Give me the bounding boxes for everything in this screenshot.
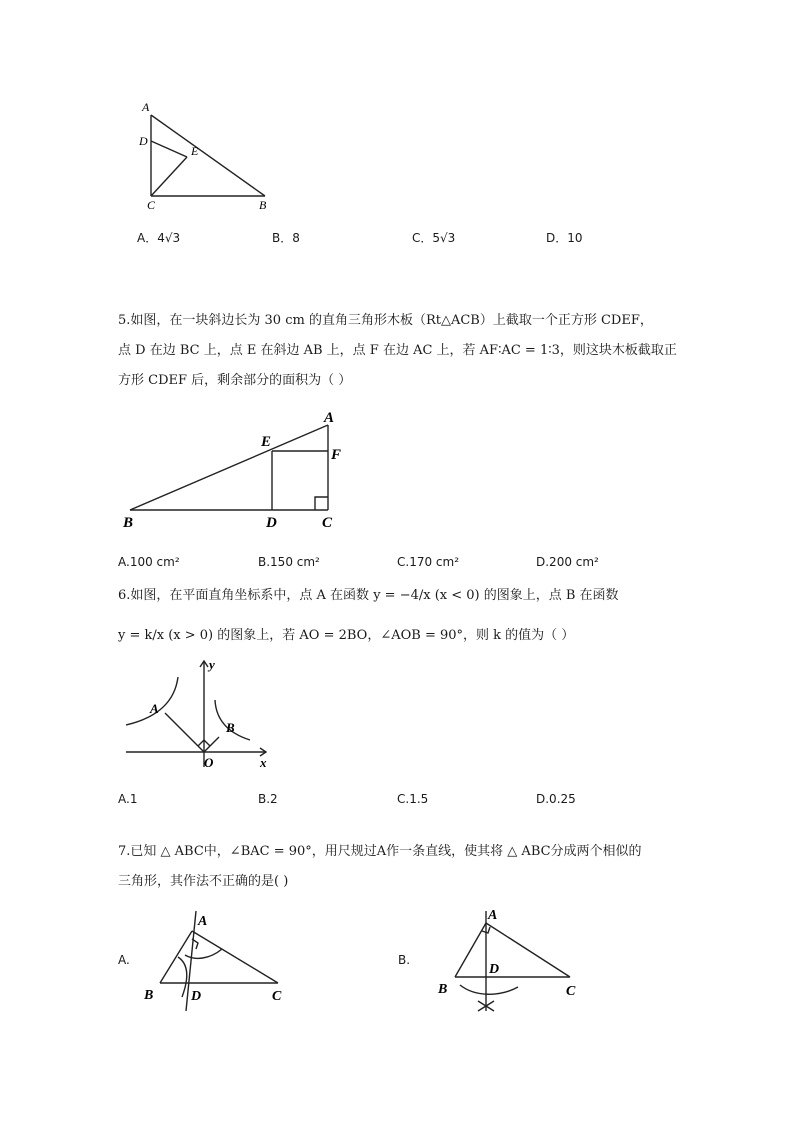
q4-label-D: D <box>139 134 148 148</box>
q7a-label-D: D <box>191 989 202 1004</box>
q4-segment-CE <box>151 157 187 196</box>
q7b-label-A: A <box>488 908 498 923</box>
q5-label-F: F <box>331 447 342 463</box>
q6-segment-OB <box>204 737 219 752</box>
q4-label-E: E <box>191 144 199 158</box>
q4-label-C: C <box>147 198 156 212</box>
q6-figure <box>120 655 280 775</box>
q5-figure <box>118 405 358 535</box>
q5-label-C: C <box>322 515 333 531</box>
q5-option-b: B.150 cm² <box>258 555 320 569</box>
q4-label-A: A <box>142 100 150 114</box>
q6-text-line1: 6.如图，在平面直角坐标系中，点 A 在函数 y = −4/x (x < 0) 的图象上，点 B 在函数 <box>118 588 619 603</box>
q4-option-d: D．10 <box>546 231 583 245</box>
q7-fig-a-label: A. <box>118 953 130 967</box>
q7-figure-b <box>430 905 590 1015</box>
q4-segment-DE <box>151 141 187 157</box>
q4-option-c: C．5√3 <box>412 231 456 245</box>
q6-option-b: B.2 <box>258 792 278 806</box>
q5-option-a: A.100 cm² <box>118 555 180 569</box>
q4-side-AB <box>151 115 265 196</box>
q7b-side-AB <box>455 923 486 977</box>
q5-text-line3: 方形 CDEF 后，剩余部分的面积为（ ） <box>118 373 352 388</box>
q6-option-a: A.1 <box>118 792 138 806</box>
q7-figure-a <box>140 905 300 1015</box>
q6-option-c: C.1.5 <box>397 792 429 806</box>
q5-side-AB <box>130 425 328 510</box>
q7a-label-C: C <box>272 989 282 1004</box>
q7a-arc-top <box>185 949 222 958</box>
q6-option-d: D.0.25 <box>536 792 576 806</box>
q7b-label-B: B <box>438 982 448 997</box>
q5-text-line2: 点 D 在边 BC 上，点 E 在斜边 AB 上，点 F 在边 AC 上，若 AF∶AC = 1∶3，则这块木板截取正 <box>118 343 677 358</box>
q4-figure <box>130 95 290 220</box>
q6-label-B: B <box>226 720 235 735</box>
q7a-label-A: A <box>198 914 208 929</box>
q5-label-B: B <box>123 515 134 531</box>
q4-label-B: B <box>259 198 267 212</box>
q7-fig-b-label: B. <box>398 953 411 967</box>
q6-label-y: y <box>209 657 215 672</box>
q6-text-line2: y = k/x (x > 0) 的图象上，若 AO = 2BO，∠AOB = 90°，则 k 的值为（ ） <box>118 628 575 643</box>
q5-right-angle-mark <box>315 497 328 510</box>
q5-label-E: E <box>261 434 272 450</box>
q5-label-A: A <box>324 410 335 426</box>
q5-option-c: C.170 cm² <box>397 555 460 569</box>
q7b-label-D: D <box>489 962 500 977</box>
q7-text-line2: 三角形，其作法不正确的是( ) <box>118 874 289 889</box>
q6-segment-OA <box>165 713 204 752</box>
q7-text-line1: 7.已知 △ ABC中，∠BAC = 90°，用尺规过A作一条直线，使其将 △ ABC分成两个相似的 <box>118 844 642 859</box>
q5-label-D: D <box>266 515 277 531</box>
q6-label-x: x <box>260 755 267 770</box>
q4-option-a: A．4√3 <box>137 231 181 245</box>
q7a-arc-left <box>178 957 187 997</box>
q7b-arc-bottom <box>460 985 518 994</box>
q6-label-O: O <box>204 755 214 770</box>
q5-text-line1: 5.如图，在一块斜边长为 30 cm 的直角三角形木板（Rt△ACB）上截取一个正方形 CDEF， <box>118 313 653 328</box>
q6-label-A: A <box>150 701 159 716</box>
q4-option-b: B．8 <box>272 231 300 245</box>
q7a-label-B: B <box>144 988 154 1003</box>
q7b-label-C: C <box>566 984 576 999</box>
q5-option-d: D.200 cm² <box>536 555 599 569</box>
